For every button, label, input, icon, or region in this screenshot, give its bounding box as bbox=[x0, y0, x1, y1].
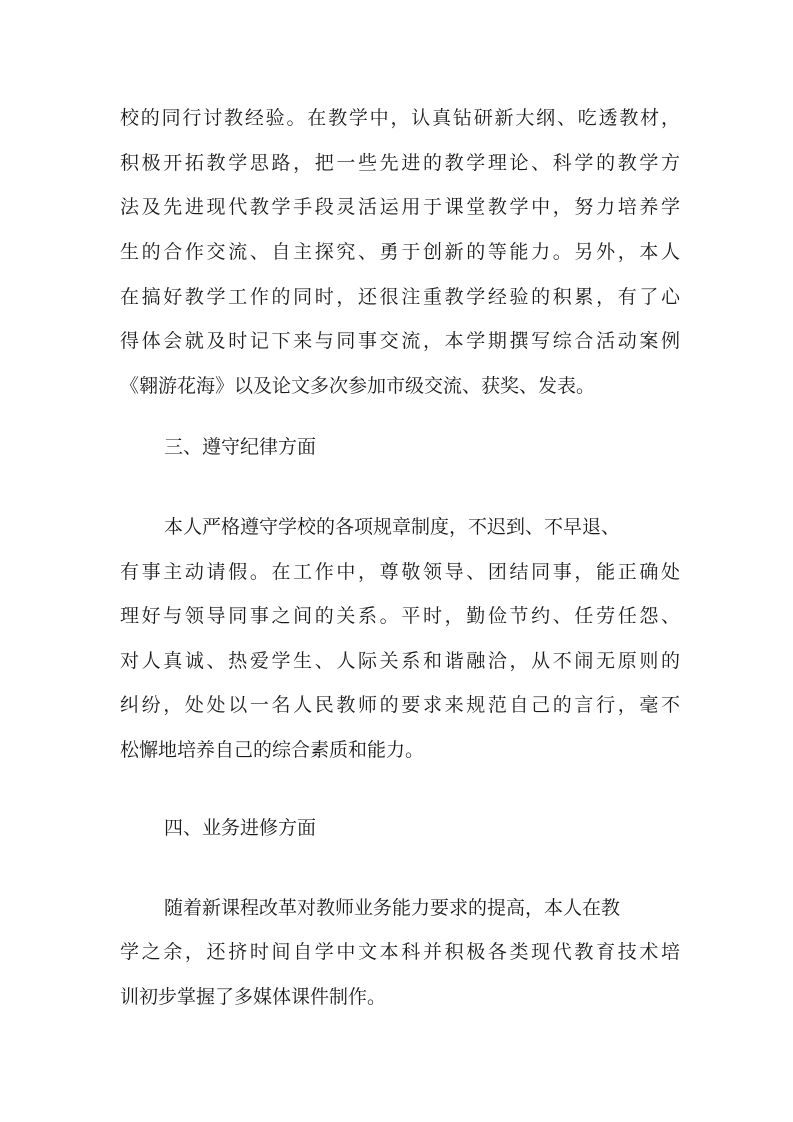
paragraph-line: 《翱游花海》以及论文多次参加市级交流、获奖、发表。 bbox=[120, 375, 596, 397]
paragraph-line: 松懈地培养自己的综合素质和能力。 bbox=[120, 739, 425, 761]
section-heading: 四、业务进修方面 bbox=[164, 817, 317, 839]
paragraph-line: 随着新课程改革对教师业务能力要求的提高，本人在教 bbox=[164, 897, 621, 919]
paragraph-line: 训初步掌握了多媒体课件制作。 bbox=[120, 986, 387, 1008]
paragraph-line: 校的同行讨教经验。在教学中，认真钻研新大纲、吃透教材， bbox=[120, 107, 680, 129]
paragraph-line: 理好与领导同事之间的关系。平时，勤俭节约、任劳任怨、 bbox=[120, 605, 680, 627]
paragraph-line: 对人真诚、热爱学生、人际关系和谐融洽，从不闹无原则的 bbox=[120, 650, 680, 672]
paragraph-line: 纠纷，处处以一名人民教师的要求来规范自己的言行，毫不 bbox=[120, 694, 680, 716]
section-heading: 三、遵守纪律方面 bbox=[164, 436, 317, 458]
paragraph-line: 本人严格遵守学校的各项规章制度，不迟到、不早退、 bbox=[164, 516, 621, 538]
paragraph-line: 积极开拓教学思路，把一些先进的教学理论、科学的教学方 bbox=[120, 152, 680, 174]
paragraph-line: 学之余，还挤时间自学中文本科并积极各类现代教育技术培 bbox=[120, 941, 680, 963]
paragraph-line: 在搞好教学工作的同时，还很注重教学经验的积累，有了心 bbox=[120, 286, 680, 308]
paragraph-line: 有事主动请假。在工作中，尊敬领导、团结同事，能正确处 bbox=[120, 561, 680, 583]
paragraph-line: 得体会就及时记下来与同事交流，本学期撰写综合活动案例 bbox=[120, 330, 680, 352]
paragraph-line: 法及先进现代教学手段灵活运用于课堂教学中，努力培养学 bbox=[120, 196, 680, 218]
paragraph-line: 生的合作交流、自主探究、勇于创新的等能力。另外，本人 bbox=[120, 241, 680, 263]
